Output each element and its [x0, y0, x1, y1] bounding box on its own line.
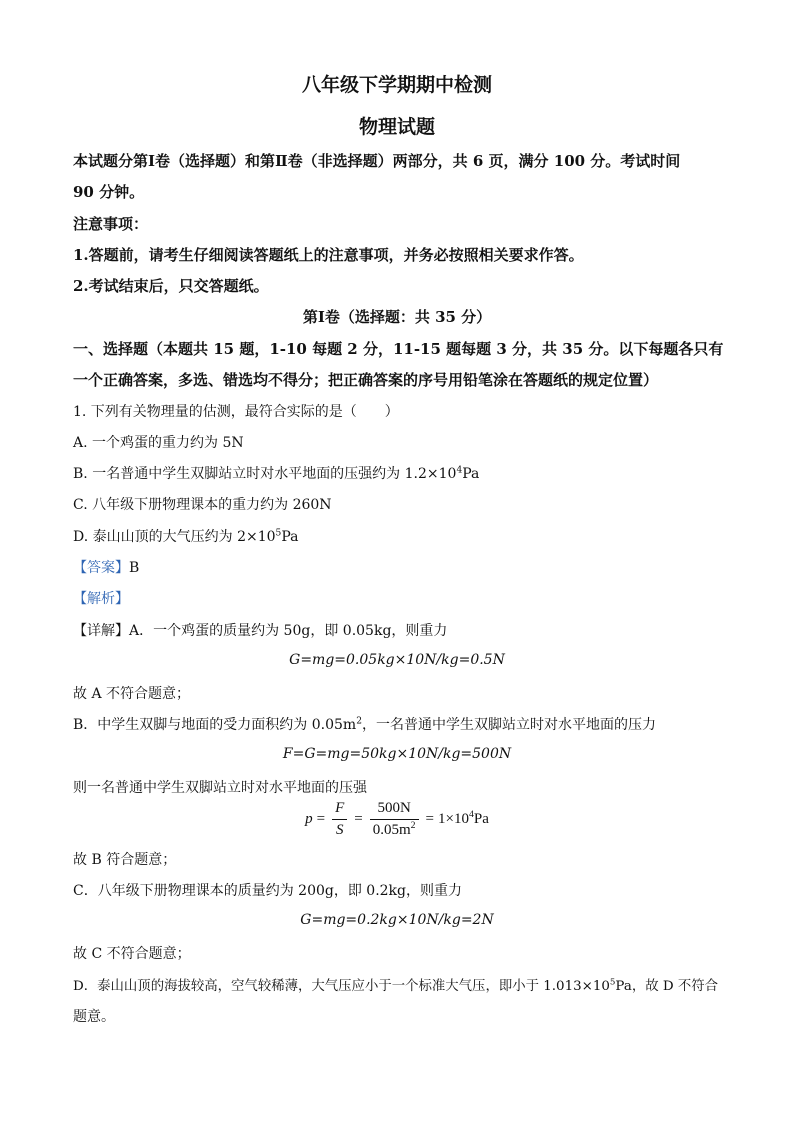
notes-item-1: 1.答题前，请考生仔细阅读答题纸上的注意事项，并务必按照相关要求作答。	[73, 246, 584, 264]
equation-1: G=mg=0.05kg×10N/kg=0.5N	[289, 652, 505, 668]
detail-d-line	[73, 975, 754, 994]
fraction-values	[370, 800, 419, 839]
section-instruction-2: 一个正确答案，多选、错选均不得分；把正确答案的序号用铅笔涂在答题纸的规定位置）	[73, 371, 659, 389]
page-title: 八年级下学期期中检测	[301, 74, 492, 96]
option-a: A. 一个鸡蛋的重力约为 5N	[73, 435, 244, 451]
analysis-label: 【解析】	[73, 591, 129, 607]
denominator-base: 0.05m	[372, 822, 411, 838]
intro-line-2: 90 分钟。	[73, 183, 145, 201]
detail-b-line	[73, 714, 754, 734]
detail-label: 【详解】	[73, 623, 129, 639]
result-unit: Pa	[473, 811, 489, 827]
detail-b-text: B．中学生双脚与地面的受力面积约为 0.05m	[73, 717, 357, 733]
detail-b-conclusion: 故 B 符合题意；	[73, 852, 177, 868]
option-d-text: D. 泰山山顶的大气压约为 2×10	[73, 529, 276, 545]
answer-label: 【答案】	[73, 560, 129, 576]
pressure-formula: p = $\frac{F}{S}$ = $\frac{500N}{0.05m^2}$ = $1\times 10^4Pa$	[305, 800, 489, 838]
answer-value: B	[129, 560, 140, 576]
fraction-denominator-value	[370, 820, 419, 839]
fraction-denominator-s: S	[335, 822, 344, 838]
denominator-exponent: 2	[410, 820, 416, 831]
fraction-numerator-value: 500N	[370, 800, 419, 820]
detail-a-line	[73, 620, 754, 640]
fraction-numerator-f: F	[332, 800, 347, 820]
section-title: 第Ⅰ卷（选择题：共 35 分）	[302, 308, 492, 326]
option-b-text: B. 一名普通中学生双脚站立时对水平地面的压强约为 1.2×10	[73, 466, 457, 482]
detail-d-exponent: 5	[609, 977, 616, 988]
fraction-f-over-s	[332, 800, 347, 839]
equation-3	[0, 800, 794, 839]
option-b	[73, 463, 754, 483]
detail-d-text-cont: Pa，故 D 不符合	[615, 979, 719, 994]
detail-b-text-cont: ，一名普通中学生双脚站立时对水平地面的压力	[361, 717, 656, 733]
detail-c-text: C．八年级下册物理课本的质量约为 200g，即 0.2kg，则重力	[73, 883, 463, 899]
intro-line-1: 本试题分第Ⅰ卷（选择题）和第Ⅱ卷（非选择题）两部分，共 6 页，满分 100 分。考试时间	[73, 152, 681, 170]
subject-title: 物理试题	[358, 116, 435, 138]
eq3-result	[438, 811, 489, 828]
section-instruction-1: 一、选择题（本题共 15 题，1-10 每题 2 分，11-15 题每题 3 分，共 35 分。以下每题各只有	[73, 340, 724, 358]
detail-d-text: D．泰山山顶的海拔较高，空气较稀薄，大气压应小于一个标准大气压，即小于 1.013×10	[73, 979, 610, 994]
question-stem: 1. 下列有关物理量的估测，最符合实际的是（ ）	[73, 404, 399, 420]
option-b-unit: Pa	[462, 466, 480, 482]
option-d-unit: Pa	[281, 529, 299, 545]
detail-d-text-2: 题意。	[73, 1009, 115, 1025]
detail-b-text-2: 则一名普通中学生双脚站立时对水平地面的压强	[73, 780, 367, 796]
option-d	[73, 526, 754, 546]
equation-4: G=mg=0.2kg×10N/kg=2N	[300, 912, 494, 928]
detail-c-conclusion: 故 C 不符合题意；	[73, 946, 191, 962]
notes-item-2: 2.考试结束后，只交答题纸。	[73, 277, 269, 295]
equation-2: F=G=mg=50kg×10N/kg=500N	[282, 746, 512, 762]
eq3-lhs: p	[305, 811, 313, 827]
answer-line	[73, 557, 754, 577]
detail-a-conclusion: 故 A 不符合题意；	[73, 686, 191, 702]
option-c: C. 八年级下册物理课本的重力约为 260N	[73, 497, 332, 513]
option-b-exponent: 4	[456, 465, 463, 476]
result-base: 1×10	[438, 811, 469, 827]
result-exponent: 4	[468, 809, 474, 820]
option-d-exponent: 5	[275, 528, 282, 539]
notes-heading: 注意事项：	[73, 215, 149, 233]
detail-b-exponent: 2	[356, 716, 362, 727]
detail-a-text: A．一个鸡蛋的质量约为 50g，即 0.05kg，则重力	[129, 623, 448, 639]
